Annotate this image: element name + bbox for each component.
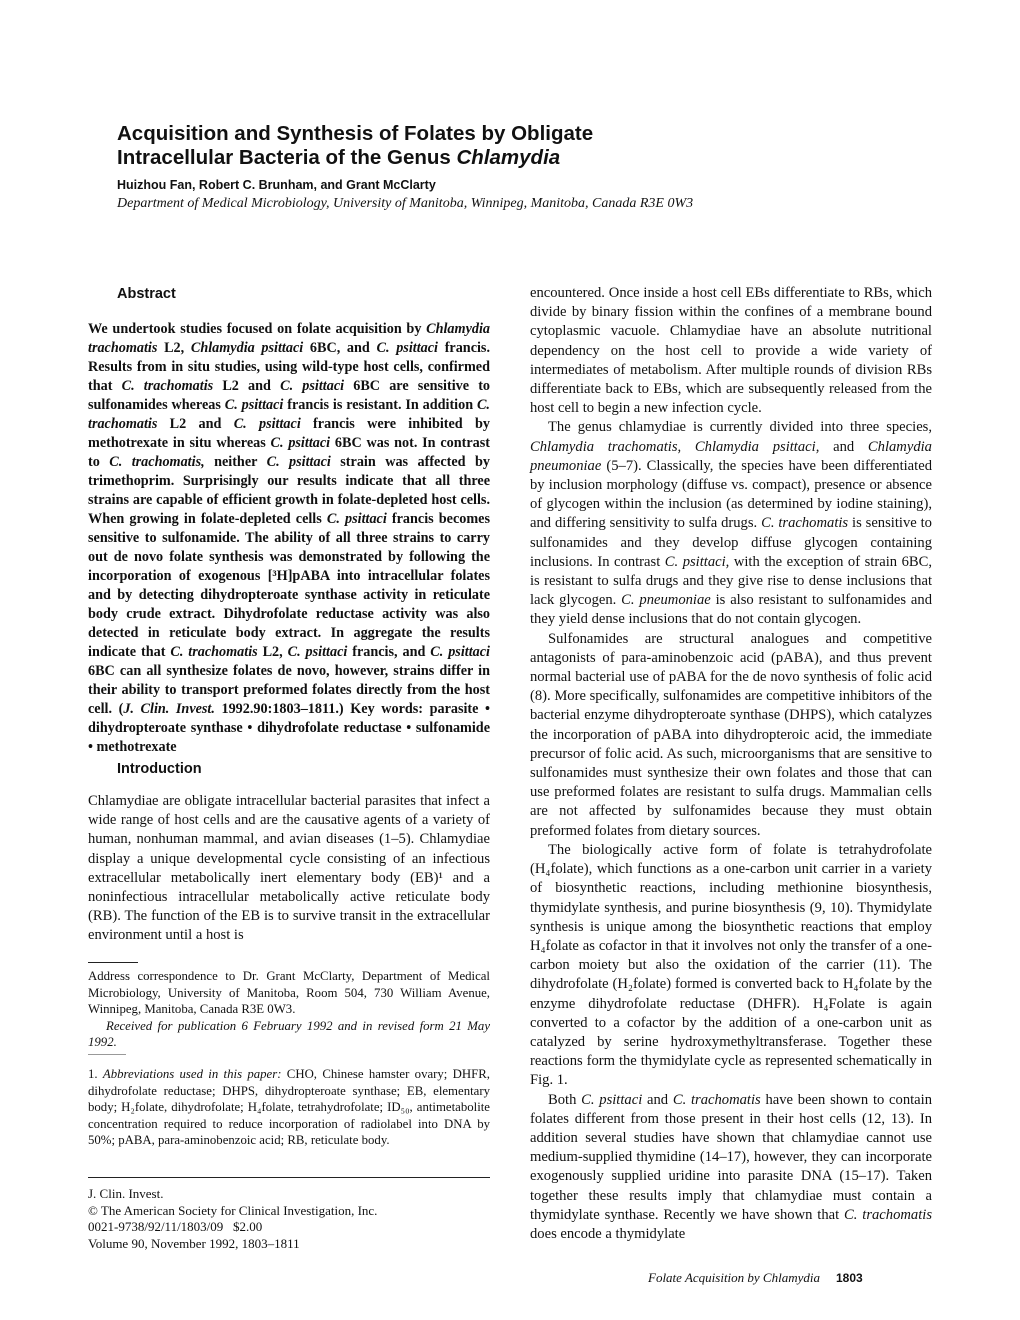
title-line-1: Acquisition and Synthesis of Folates by Obligate (117, 122, 594, 145)
italic-text: Received for publication 6 February 1992 and in revised form 21 May 1992. (88, 1018, 490, 1049)
received-footnote (88, 1018, 490, 1051)
text: L2 and (157, 416, 234, 432)
text: Chlamydiae are obligate intracellular bacterial parasites that infect a wide range of host cells and are the causative agents of a variety of human, nonhuman mammal, and avian diseases (1–5). Chlamydiae display a unique developmental cycle consisting of an infectious extracellular metabolically inert elementary body (EB)¹ and a noninfectious intracellular metabolically active reticulate body (RB). The function of the EB is to survive transit in the extracellular environment until a host is (88, 793, 490, 944)
text: The genus chlamydiae is currently divided into three species, (548, 419, 932, 436)
italic-text: C. psittaci (430, 644, 490, 660)
text: francis. Results from in situ studies, using wild-type host cells, confirmed that (88, 340, 491, 394)
text: Sulfonamides are structural analogues and competitive antagonists of para-aminobenzoic acid (pABA), and thus prevent normal bacterial use of pABA for the de novo synthesis of folic acid (8). More specifically, sulfonamides are competitive inhibitors of the bacterial enzyme dihydropteroate synthase (DHPS), which catalyzes the incorporation of pABA into dihydropteroic acid, the immediate precursor of folic acid. As such, microorganisms that are sensitive to sulfonamides must synthesize their own folates and those that can use preformed folates are resistant to sulfa drugs. Mammalian cells are not affected by sulfonamides because they must obtain preformed folates from dietary sources. (530, 630, 932, 839)
italic-text: C. trachomatis, (109, 454, 205, 470)
title-text: Intracellular Bacteria of the Genus (117, 146, 457, 169)
text: L2 and (213, 378, 281, 394)
address-footnote (88, 968, 490, 1018)
text: francis were inhibited by methotrexate in situ whereas (88, 416, 490, 451)
journal-code: 0021-9738/92/11/1803/09 $2.00 (88, 1219, 263, 1234)
italic-text: J. Clin. Invest. (123, 701, 215, 717)
right-column (530, 284, 932, 1244)
italic-text: C. trachomatis (672, 1091, 761, 1108)
footnote-divider-2 (88, 1054, 126, 1055)
italic-text: C. psittaci (581, 1091, 643, 1108)
abstract-body (88, 320, 490, 757)
text: and (819, 438, 868, 455)
text: is also resistant to sulfonamides and they yield dense inclusions that do not contain glycogen. (530, 592, 933, 628)
journal-divider (88, 1177, 490, 1178)
text: with the exception of strain 6BC, is resistant to sulfa drugs and they give rise to dense inclusions that lack glycogen. (530, 553, 932, 609)
footnote-divider (88, 962, 138, 963)
abstract-paragraph (88, 320, 490, 757)
text: Address correspondence to Dr. Grant McClarty, Department of Medical Microbiology, University of Manitoba, Room 504, 730 William Avenue, Winnipeg, Manitoba, Canada R3E 0W3. (88, 969, 490, 1016)
italic-text: C. psittaci (376, 340, 438, 356)
text: L2, (157, 340, 191, 356)
text: 1. (88, 1067, 103, 1081)
text: 6BC was not. In contrast to (88, 435, 490, 470)
footnotes (88, 968, 490, 1051)
italic-text: C. psittaci, (664, 553, 730, 570)
text: 6BC can all synthesize folates de novo, however, strains differ in their ability to transport preformed folates directly from the host cell. ( (88, 663, 490, 717)
introduction-paragraph (88, 792, 490, 946)
running-title: Folate Acquisition by Chlamydia (648, 1270, 820, 1285)
italic-text: C. psittaci (287, 644, 348, 660)
text: L2, (257, 644, 288, 660)
paragraph (530, 841, 932, 1091)
journal-name: J. Clin. Invest. (88, 1186, 164, 1201)
italic-text: C. trachomatis (88, 397, 490, 432)
italic-text: C. psittaci (270, 435, 331, 451)
text: 1992.90:1803–1811.) Key words: parasite • dihydropteroate synthase • dihydrofolate reductase • sulfonamide • methotrexate (88, 701, 490, 755)
title-line-2 (117, 146, 593, 170)
italic-text: C. psittaci (326, 511, 387, 527)
text: CHO, Chinese hamster ovary; DHFR, dihydrofolate reductase; DHPS, dihydropteroate synthase; EB, elementary body; H₂folate, dihydrofolate; H₄folate, tetrahydrofolate; ID₅₀, antimetabolite concentration required to reduce incorporation of radiolabel into DNA by 50%; pABA, para-aminobenzoic acid; RB, reticulate body. (88, 1067, 491, 1147)
abbreviations-text (88, 1066, 490, 1149)
italic-text: C. trachomatis (170, 644, 258, 660)
text: and (642, 1091, 673, 1108)
italic-text: C. psittaci (224, 397, 284, 413)
page-number: 1803 (836, 1271, 863, 1285)
italic-text: C. psittaci (233, 416, 301, 432)
copyright: © The American Society for Clinical Investigation, Inc. (88, 1202, 378, 1218)
italic-text: Chlamydia pneumoniae (530, 438, 932, 474)
text: 6BC are sensitive to sulfonamides whereas (88, 378, 491, 413)
italic-text: C. trachomatis (844, 1206, 932, 1223)
text: is sensitive to sulfonamides and they develop diffuse glycogen containing inclusions. In contrast (530, 515, 932, 570)
introduction-body (88, 792, 490, 946)
italic-text: Abbreviations used in this paper: (102, 1067, 282, 1081)
abstract-heading: Abstract (117, 286, 176, 302)
text: francis becomes sensitive to sulfonamide. The ability of all three strains to carry out de novo folate synthesis was demonstrated by following the incorporation of exogenous [³H]pABA into intracellular folates and by detecting dihydropteroate synthase activity in reticulate body crude extract. Dihydrofolate reductase activity was also detected in reticulate body extract. In aggregate the results indicate that (88, 511, 491, 660)
paragraph (530, 630, 932, 841)
text: 6BC, and (303, 340, 377, 356)
authors: Huizhou Fan, Robert C. Brunham, and Grant McClarty (117, 178, 436, 192)
text: francis, and (347, 644, 431, 660)
paragraph (530, 1091, 932, 1245)
italic-text: C. pneumoniae (621, 592, 711, 609)
text: does encode a thymidylate (530, 1225, 686, 1242)
italic-text: C. trachomatis (761, 515, 849, 532)
text: (5–7). Classically, the species have been differentiated by inclusion morphology (diffuse vs. compact), presence or absence of glycogen within the inclusion (as determined by iodine staining), and differing sensitivity to sulfa drugs. (530, 457, 932, 532)
text: have been shown to contain folates different from those present in their host cells (12, 13). In addition several studies have shown that chlamydiae cannot use medium-supplied thymidine (14–17), however, they can incorporate exogenously supplied uridine into parasite DNA (15–17). Taken together these results imply that chlamydiae must contain a thymidylate synthase. Recently we have shown that (530, 1091, 933, 1223)
text: encountered. Once inside a host cell EBs differentiate to RBs, which divide by binary fission within the confines of a membrane bound cytoplasmic vacuole. Chlamydiae have an absolute nutritional dependency on the host cell to provide a wide variety of intermediates of metabolism. After multiple rounds of division RBs differentiate back to EBs, which are subsequently released from the host cell to begin a new infection cycle. (530, 285, 932, 417)
text: We undertook studies focused on folate acquisition by (88, 321, 427, 337)
page-footer (648, 1270, 863, 1286)
text: Both (548, 1091, 582, 1108)
paper-title (117, 122, 593, 170)
affiliation: Department of Medical Microbiology, University of Manitoba, Winnipeg, Manitoba, Canada R3E 0W3 (117, 196, 694, 211)
italic-text: C. trachomatis (121, 378, 214, 394)
italic-text: Chlamydia psittaci (190, 340, 304, 356)
italic-text: Chlamydia trachomatis, Chlamydia psittaci, (530, 438, 820, 455)
volume-info: Volume 90, November 1992, 1803–1811 (88, 1235, 300, 1251)
paragraph (530, 284, 932, 418)
text: strain was affected by trimethoprim. Surprisingly our results indicate that all three strains are capable of efficient growth in folate-depleted host cells. When growing in folate-depleted cells (88, 454, 490, 527)
title-genus: Chlamydia (456, 146, 561, 169)
text: neither (204, 454, 267, 470)
italic-text: Chlamydia trachomatis (88, 321, 490, 356)
text: francis is resistant. In addition (283, 397, 477, 413)
introduction-heading: Introduction (117, 761, 202, 777)
paragraph (530, 418, 932, 629)
text: The biologically active form of folate is tetrahydrofolate (H₄folate), which functions as a one-carbon unit carrier in a variety of biosynthetic reactions, including methionine biosynthesis, thymidylate synthesis, and purine biosynthesis (9, 10). Thymidylate synthesis is unique among the biosynthetic reactions that employ H₄folate as cofactor in that it involves not only the transfer of a one-carbon moiety but also the oxidation of the carrier (11). The dihydrofolate (H₂folate) formed is converted back to H₄folate by the enzyme dihydrofolate reductase (DHFR). H₄Folate is again converted to a cofactor by the addition of a one-carbon unit as catalyzed by serine hydroxymethyltransferase. Together these reactions form the thymidylate cycle as represented schematically in Fig. 1. (530, 841, 932, 1089)
abbreviations-footnote (88, 1066, 490, 1149)
italic-text: C. psittaci (280, 378, 345, 394)
italic-text: C. psittaci (266, 454, 331, 470)
journal-info (88, 1186, 377, 1252)
